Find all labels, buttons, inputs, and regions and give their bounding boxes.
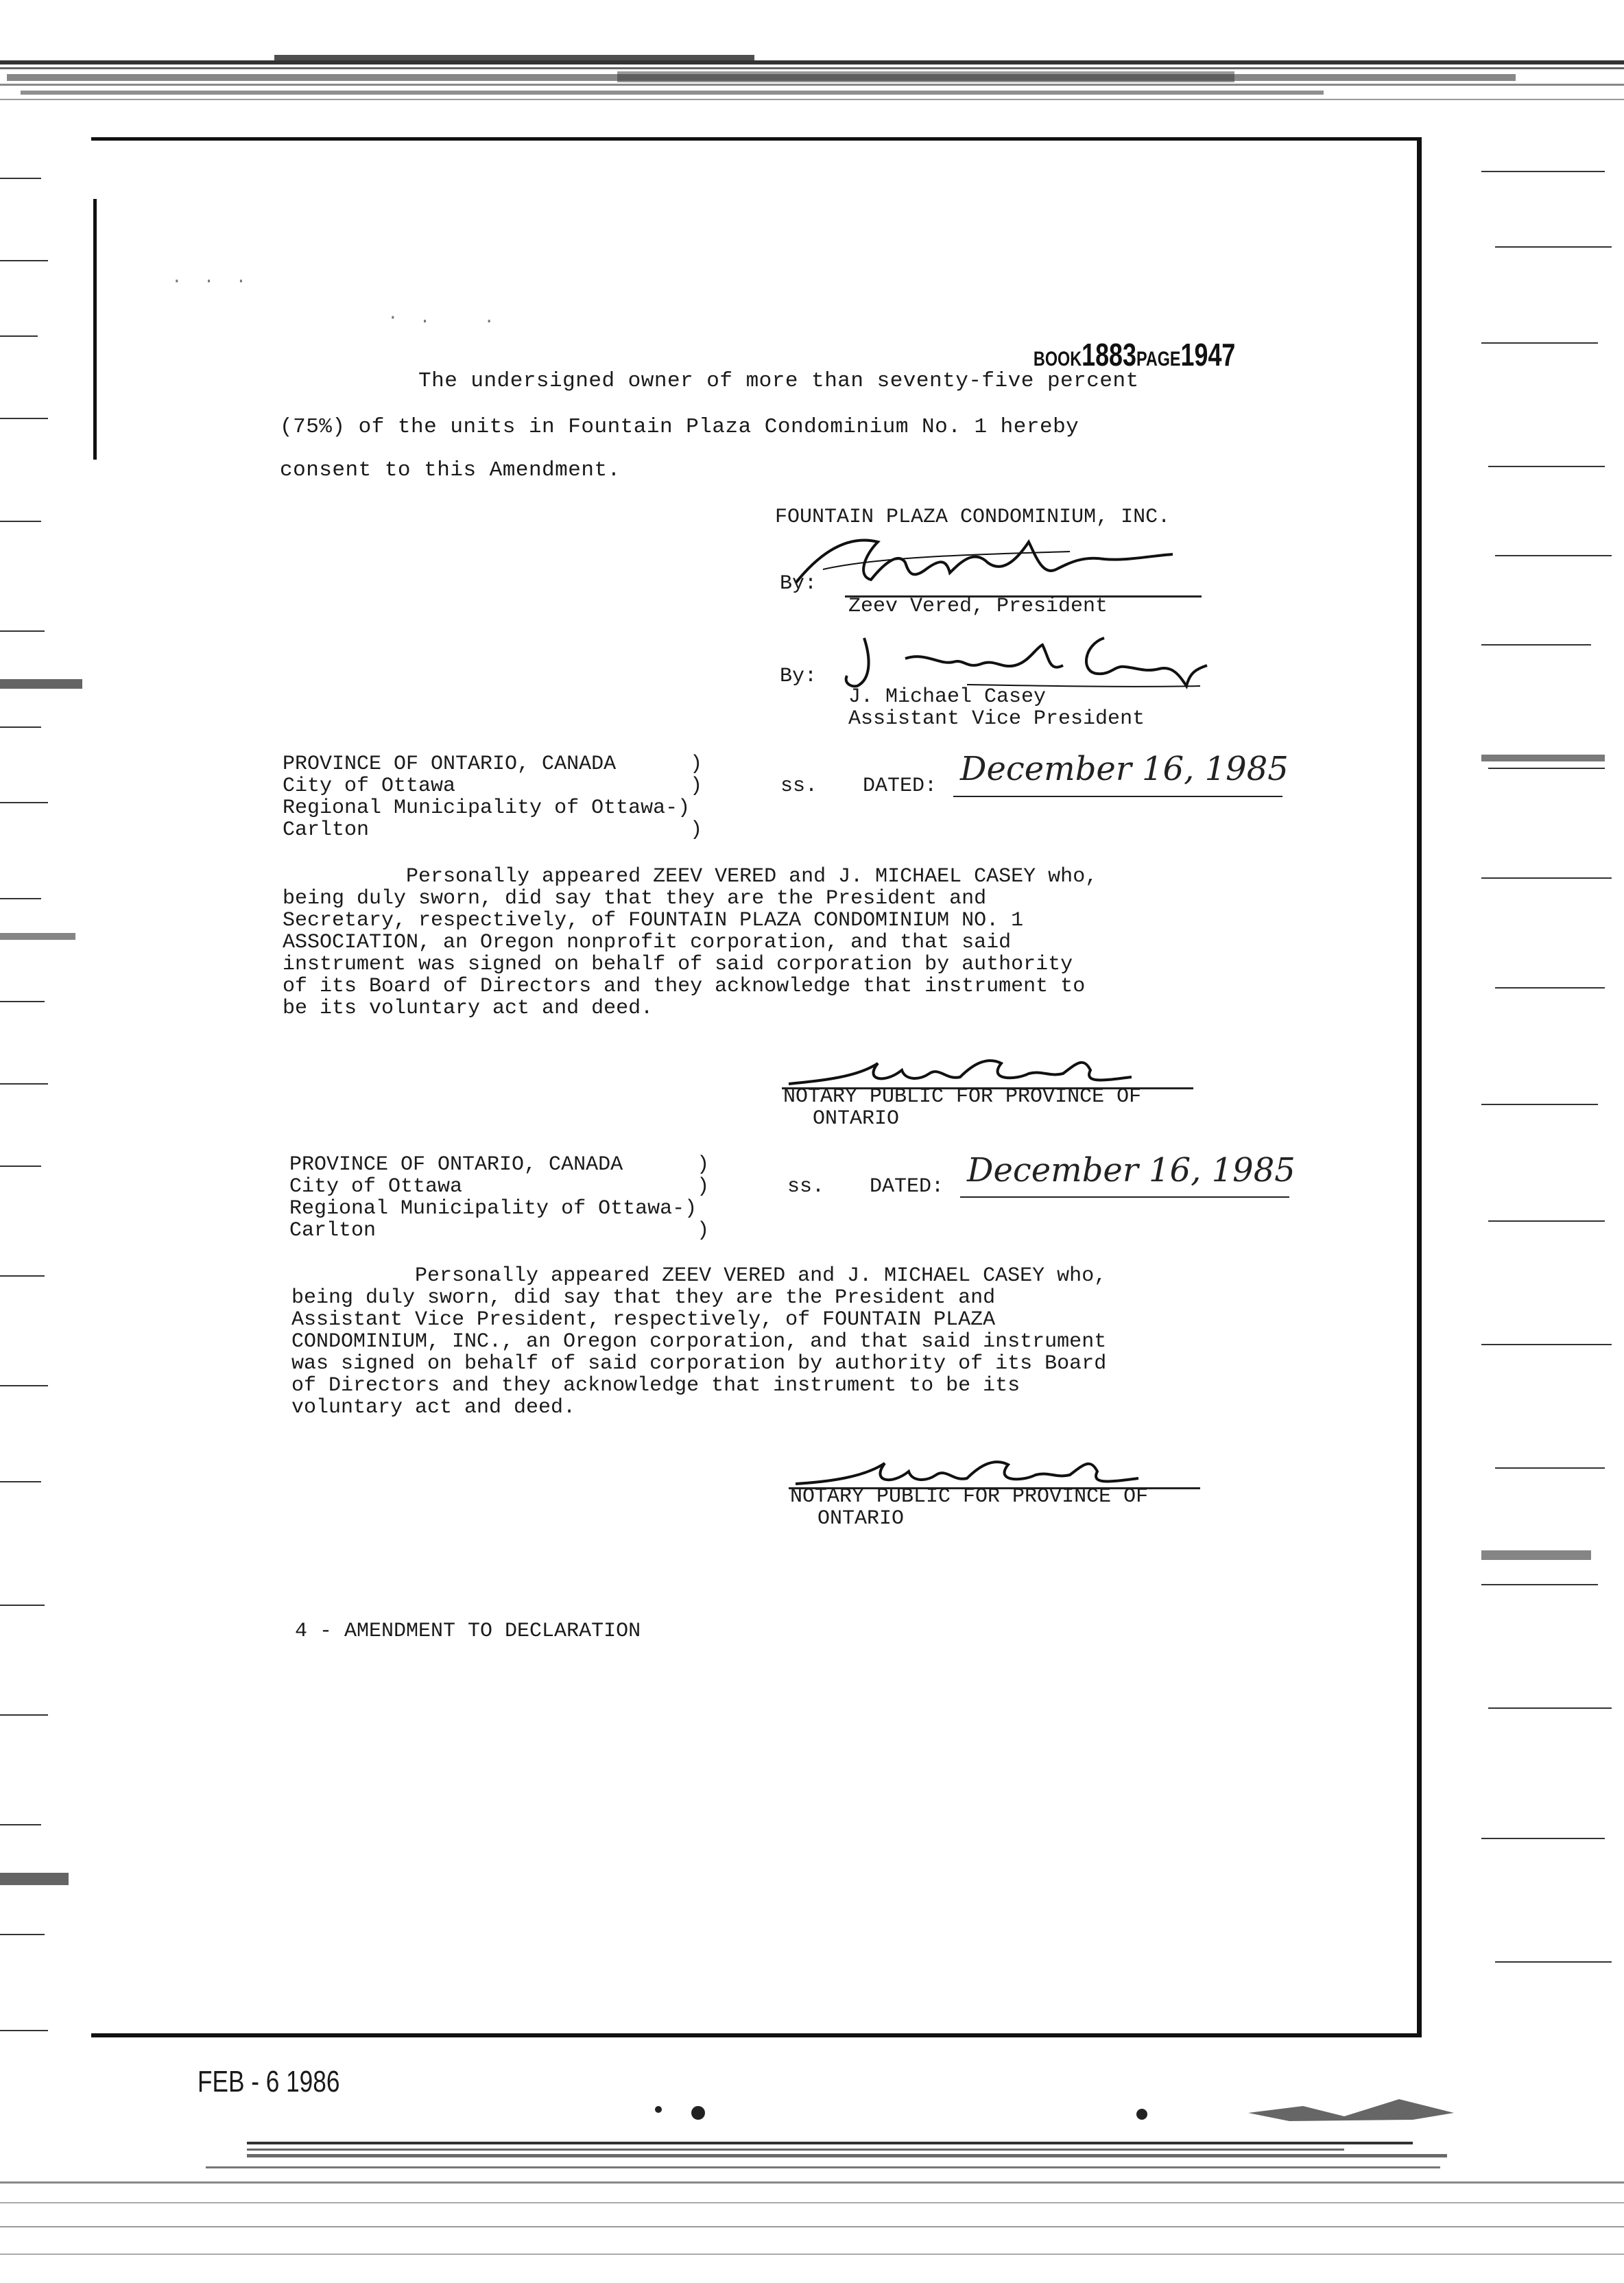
dated-label-1: DATED:	[863, 774, 938, 798]
notary-title-1-line-1: NOTARY PUBLIC FOR PROVINCE OF	[783, 1085, 1142, 1109]
scan-noise-bottom	[0, 2085, 1624, 2283]
ss-label-1: ss.	[780, 774, 818, 798]
by-label-1: By:	[780, 572, 817, 595]
scan-margin-right	[1468, 110, 1624, 2099]
page-label: PAGE	[1136, 348, 1181, 370]
book-page-stamp	[1029, 324, 1235, 373]
venue-2-line-3: Regional Municipality of Ottawa-)	[289, 1197, 697, 1220]
ack-1-line-2: being duly sworn, did say that they are the President and	[283, 887, 987, 910]
book-number: 1883	[1082, 337, 1136, 372]
dated-value-2: December 16, 1985	[967, 1151, 1295, 1190]
scan-noise-top	[0, 41, 1624, 123]
dated-line-2	[960, 1196, 1289, 1198]
company-name: FOUNTAIN PLAZA CONDOMINIUM, INC.	[775, 506, 1171, 529]
venue-2-line-1: PROVINCE OF ONTARIO, CANADA )	[289, 1153, 710, 1176]
venue-2-line-4: Carlton )	[289, 1219, 710, 1242]
ack-1-line-4: ASSOCIATION, an Oregon nonprofit corporation, and that said	[283, 931, 1012, 954]
dated-line-1	[953, 796, 1282, 797]
book-label: BOOK	[1033, 348, 1082, 370]
ack-2-line-3: Assistant Vice President, respectively, of FOUNTAIN PLAZA	[291, 1308, 996, 1332]
ack-2-line-2: being duly sworn, did say that they are the President and	[291, 1286, 996, 1310]
signature-zeev-vered	[782, 521, 1193, 597]
dated-label-2: DATED:	[870, 1175, 944, 1198]
notary-title-1-line-2: ONTARIO	[813, 1107, 900, 1131]
ack-2-line-5: was signed on behalf of said corporation by authority of its Board	[291, 1352, 1107, 1375]
signer-2-title: Assistant Vice President	[848, 707, 1145, 731]
ack-1-line-5: instrument was signed on behalf of said corporation by authority	[283, 953, 1073, 976]
dated-value-1: December 16, 1985	[960, 750, 1289, 788]
scan-speckle: · · ·	[171, 271, 247, 292]
ack-2-line-6: of Directors and they acknowledge that instrument to be its	[291, 1374, 1020, 1397]
page-footer: 4 - AMENDMENT TO DECLARATION	[295, 1620, 641, 1643]
consent-line-2: (75%) of the units in Fountain Plaza Condominium No. 1 hereby	[280, 415, 1079, 439]
ack-2-line-7: voluntary act and deed.	[291, 1396, 576, 1419]
notary-signature-1	[782, 1043, 1166, 1091]
ack-2-line-1: Personally appeared ZEEV VERED and J. MICHAEL CASEY who,	[291, 1264, 1107, 1288]
scan-margin-left	[0, 110, 96, 2099]
consent-line-3: consent to this Amendment.	[280, 458, 621, 482]
ack-2-line-4: CONDOMINIUM, INC., an Oregon corporation, and that said instrument	[291, 1330, 1107, 1353]
ack-1-line-3: Secretary, respectively, of FOUNTAIN PLAZA CONDOMINIUM NO. 1	[283, 909, 1024, 932]
venue-1-line-3: Regional Municipality of Ottawa-)	[283, 796, 691, 820]
ack-1-line-6: of its Board of Directors and they acknowledge that instrument to	[283, 975, 1086, 998]
venue-1-line-2: City of Ottawa )	[283, 774, 703, 798]
signer-1-name: Zeev Vered, President	[848, 595, 1108, 618]
signer-2-name: J. Michael Casey	[848, 685, 1047, 709]
received-date-stamp: FEB - 6 1986	[198, 2065, 340, 2098]
document-border-left	[93, 199, 97, 460]
ack-1-line-7: be its voluntary act and deed.	[283, 997, 654, 1020]
page-number: 1947	[1180, 337, 1236, 372]
ack-1-line-1: Personally appeared ZEEV VERED and J. MICHAEL CASEY who,	[283, 865, 1098, 888]
venue-1-line-1: PROVINCE OF ONTARIO, CANADA )	[283, 753, 703, 776]
signature-michael-casey	[844, 624, 1214, 693]
venue-2-line-2: City of Ottawa )	[289, 1175, 710, 1198]
consent-line-1: The undersigned owner of more than seventy-five percent	[418, 369, 1139, 393]
ss-label-2: ss.	[787, 1175, 825, 1198]
notary-title-2-line-1: NOTARY PUBLIC FOR PROVINCE OF	[790, 1485, 1149, 1509]
venue-1-line-4: Carlton )	[283, 818, 703, 842]
notary-title-2-line-2: ONTARIO	[817, 1507, 905, 1530]
scan-speckle-2: · . .	[387, 307, 495, 328]
by-label-2: By:	[780, 665, 817, 688]
